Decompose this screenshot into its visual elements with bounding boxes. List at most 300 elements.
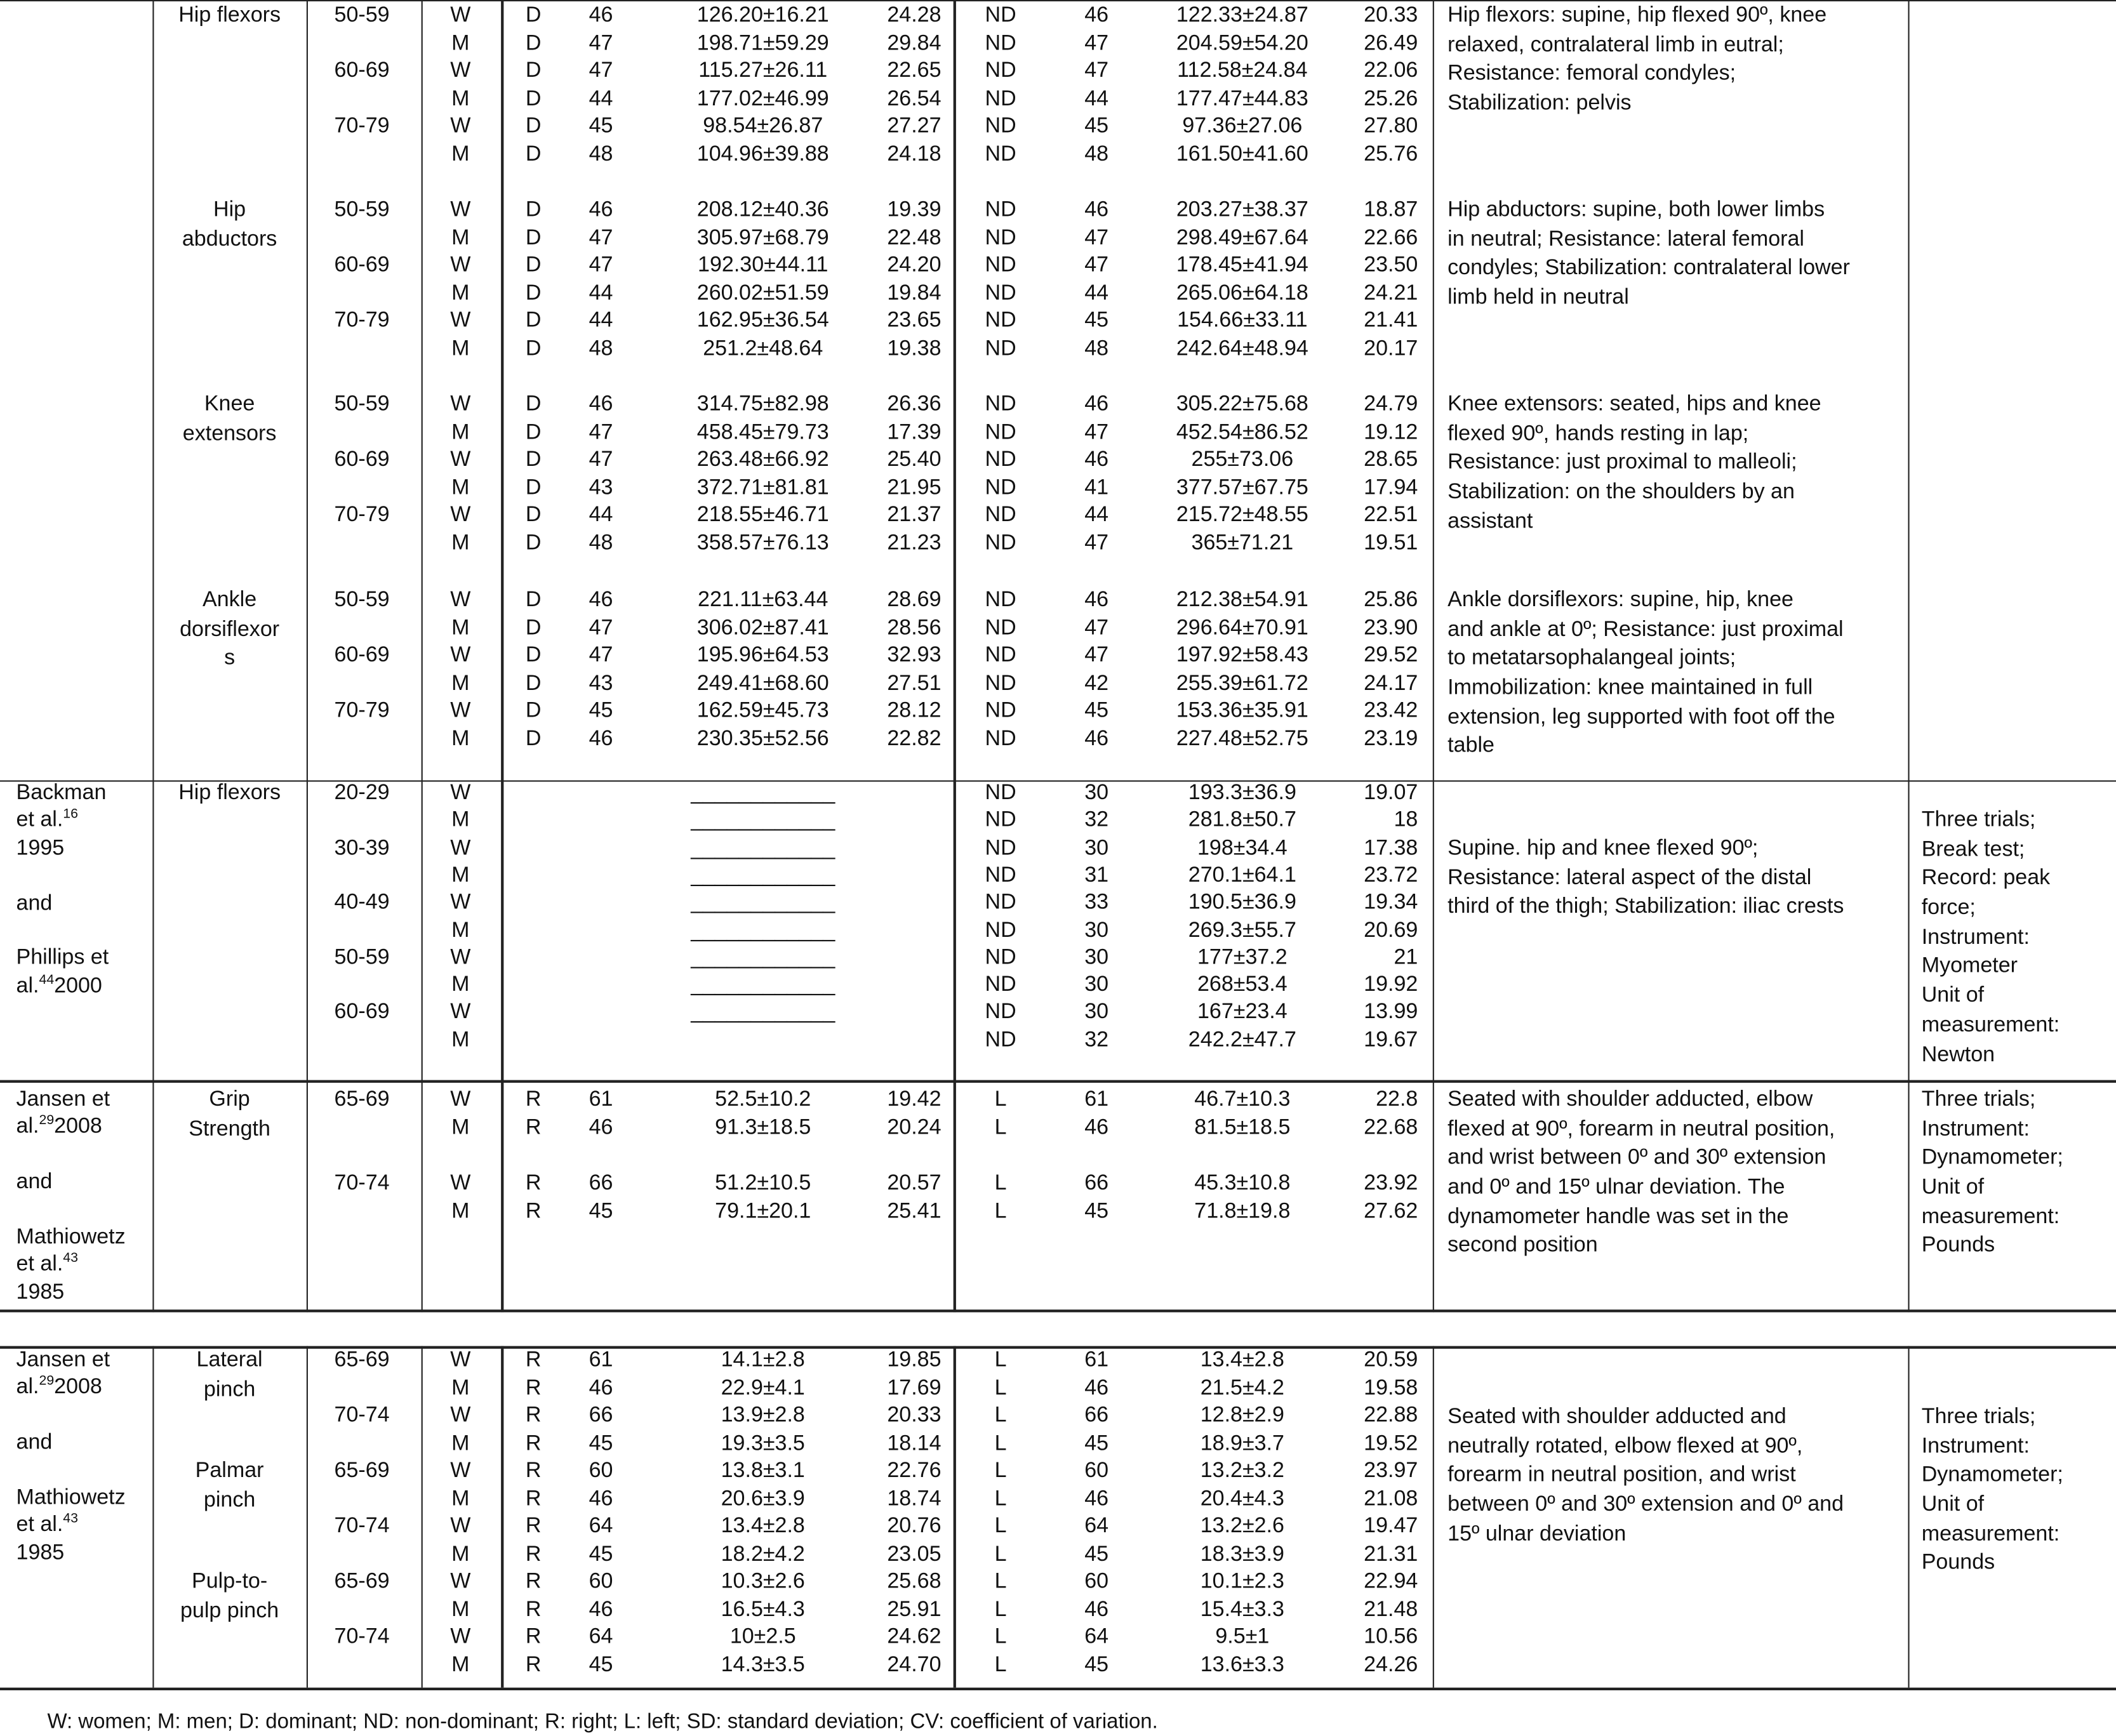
- nondominant-n: 44: [1084, 87, 1109, 110]
- sex: W: [450, 1348, 471, 1372]
- nondominant-n: 30: [1084, 946, 1109, 969]
- nondominant-n: 47: [1084, 226, 1109, 249]
- dominant-cv: 28.56: [887, 616, 942, 640]
- nondominant-mean-sd: 46.7±10.3: [1194, 1088, 1291, 1111]
- protocol-line: Pounds: [1921, 1235, 1995, 1258]
- age-group: 70-74: [334, 1404, 390, 1428]
- nondominant-side: ND: [985, 87, 1016, 110]
- position-line: Seated with shoulder adducted and: [1447, 1405, 1787, 1429]
- protocol-line: measurement:: [1921, 1013, 2060, 1037]
- sex: M: [451, 727, 470, 751]
- nondominant-cv: 19.67: [1364, 1028, 1418, 1052]
- position-line: third of the thigh; Stabilization: iliac crests: [1447, 895, 1844, 919]
- author-year: 2008: [54, 1115, 102, 1139]
- dominant-n: 44: [589, 504, 613, 527]
- protocol-line: Dynamometer;: [1921, 1464, 2063, 1487]
- dominant-mean-sd: 314.75±82.98: [696, 392, 829, 416]
- author-text: Phillips et: [16, 946, 109, 971]
- nondominant-side: ND: [985, 4, 1016, 27]
- nondominant-side: ND: [985, 973, 1016, 997]
- dominant-side: D: [525, 59, 542, 83]
- dominant-cv: 20.57: [887, 1172, 942, 1195]
- sex: W: [450, 1088, 471, 1111]
- sex: W: [450, 699, 471, 723]
- dominant-cv: 20.24: [887, 1116, 942, 1140]
- protocol-line: measurement:: [1921, 1205, 2060, 1229]
- dominant-mean-sd: 358.57±76.13: [696, 532, 829, 555]
- test-position-text: [1447, 195, 1850, 313]
- nondominant-cv: 23.72: [1364, 864, 1418, 887]
- sex: M: [451, 918, 470, 942]
- dominant-cv: 19.38: [887, 337, 942, 361]
- dominant-cv: 28.69: [887, 588, 942, 612]
- nondominant-cv: 23.97: [1364, 1459, 1418, 1483]
- dominant-side: R: [525, 1598, 542, 1621]
- protocol-line: Unit of: [1921, 1176, 1985, 1199]
- author-text: et al.: [16, 1514, 63, 1537]
- sex: M: [451, 337, 470, 361]
- dominant-side: R: [525, 1172, 542, 1195]
- sex: M: [451, 973, 470, 997]
- sex: W: [450, 1626, 471, 1649]
- column-divider: [422, 1346, 423, 1688]
- sex: W: [450, 1000, 471, 1024]
- sex: W: [450, 588, 471, 612]
- dominant-n: 46: [589, 198, 613, 222]
- reference-number: 29: [39, 1374, 55, 1389]
- dominant-n: 47: [589, 226, 613, 249]
- nondominant-side: ND: [985, 644, 1016, 668]
- test-position-text: [1447, 1085, 1835, 1261]
- sex: W: [450, 644, 471, 668]
- dominant-mean-sd: ____________: [691, 891, 835, 915]
- dominant-side: R: [525, 1570, 542, 1593]
- position-line: to metatarsophalangeal joints;: [1447, 647, 1736, 670]
- author-text: 1995: [16, 837, 65, 860]
- age-group: 60-69: [334, 254, 390, 277]
- sex: W: [450, 115, 471, 138]
- nondominant-cv: 23.19: [1364, 727, 1418, 751]
- nondominant-mean-sd: 178.45±41.94: [1176, 254, 1308, 277]
- dominant-mean-sd: 13.4±2.8: [721, 1514, 805, 1539]
- nondominant-n: 30: [1084, 781, 1109, 805]
- author-line: [17, 1115, 102, 1142]
- nondominant-side: ND: [985, 32, 1016, 55]
- muscle-group-name: abductors: [182, 227, 277, 251]
- dominant-mean-sd: ____________: [691, 836, 835, 860]
- nondominant-n: 61: [1084, 1088, 1109, 1111]
- nondominant-n: 42: [1084, 672, 1109, 695]
- nondominant-side: L: [994, 1542, 1007, 1566]
- nondominant-mean-sd: 255±73.06: [1191, 448, 1294, 472]
- sex: W: [450, 198, 471, 222]
- dominant-side: R: [525, 1116, 542, 1140]
- nondominant-n: 33: [1084, 891, 1109, 915]
- nondominant-mean-sd: 198±34.4: [1197, 836, 1288, 860]
- dominant-n: 61: [589, 1348, 613, 1372]
- nondominant-cv: 13.99: [1364, 1000, 1418, 1024]
- nondominant-cv: 17.38: [1364, 836, 1418, 860]
- nondominant-side: ND: [985, 337, 1016, 361]
- sex: M: [451, 143, 470, 166]
- nondominant-cv: 23.92: [1364, 1172, 1418, 1195]
- nondominant-cv: 22.06: [1364, 59, 1418, 83]
- author-line: [17, 1169, 53, 1196]
- column-divider: [1908, 0, 1909, 1312]
- nondominant-cv: 22.68: [1364, 1116, 1418, 1140]
- protocol-text: [1922, 1085, 2063, 1261]
- nondominant-mean-sd: 265.06±64.18: [1176, 282, 1308, 305]
- nondominant-side: L: [994, 1376, 1007, 1400]
- nondominant-side: ND: [985, 392, 1016, 416]
- muscle-group-name: dorsiflexor: [180, 618, 280, 641]
- nondominant-cv: 23.90: [1364, 616, 1418, 640]
- dominant-cv: 19.84: [887, 282, 942, 305]
- author-text: and: [16, 1431, 53, 1455]
- nondominant-n: 45: [1084, 309, 1109, 333]
- dominant-side: D: [525, 337, 542, 361]
- dominant-side: D: [525, 420, 542, 444]
- author-line: [17, 1224, 126, 1252]
- dominant-mean-sd: 126.20±16.21: [696, 4, 829, 27]
- nondominant-mean-sd: 268±53.4: [1197, 973, 1288, 997]
- dominant-cv: 26.36: [887, 392, 942, 416]
- nondominant-mean-sd: 45.3±10.8: [1194, 1172, 1291, 1195]
- dominant-mean-sd: 249.41±68.60: [696, 672, 829, 695]
- sex: W: [450, 1172, 471, 1195]
- nondominant-cv: 24.79: [1364, 392, 1418, 416]
- position-line: Ankle dorsiflexors: supine, hip, knee: [1447, 588, 1793, 612]
- protocol-line: force;: [1921, 896, 1976, 920]
- nondominant-cv: 10.56: [1364, 1626, 1418, 1649]
- nondominant-side: ND: [985, 588, 1016, 612]
- position-line: and 0º and 15º ulnar deviation. The: [1447, 1176, 1785, 1199]
- nondominant-n: 47: [1084, 32, 1109, 55]
- dominant-mean-sd: ____________: [691, 781, 835, 805]
- nondominant-side: ND: [985, 672, 1016, 695]
- author-line: [17, 1087, 110, 1114]
- dominant-cv: 23.65: [887, 309, 942, 333]
- dominant-n: 46: [589, 1116, 613, 1140]
- nondominant-n: 32: [1084, 809, 1109, 832]
- nondominant-cv: 29.52: [1364, 644, 1418, 668]
- dominant-cv: 17.69: [887, 1376, 942, 1400]
- dominant-n: 64: [589, 1626, 613, 1649]
- dominant-side: D: [525, 115, 542, 138]
- dominant-side: D: [525, 588, 542, 612]
- dominant-side: R: [525, 1653, 542, 1677]
- dominant-mean-sd: 251.2±48.64: [703, 337, 823, 361]
- position-line: relaxed, contralateral limb in eutral;: [1447, 33, 1784, 56]
- author-text: al.: [16, 1376, 39, 1400]
- nondominant-cv: 25.76: [1364, 143, 1418, 166]
- muscle-group-name: Ankle: [203, 588, 257, 612]
- nondominant-side: ND: [985, 420, 1016, 444]
- protocol-line: Unit of: [1921, 984, 1985, 1008]
- nondominant-n: 44: [1084, 504, 1109, 527]
- muscle-group-name: Grip: [209, 1088, 250, 1111]
- dominant-side: R: [525, 1404, 542, 1428]
- muscle-group-name: Lateral: [196, 1348, 263, 1372]
- dominant-n: 47: [589, 420, 613, 444]
- age-group: 40-49: [334, 891, 390, 915]
- dominant-mean-sd: 10.3±2.6: [721, 1570, 805, 1593]
- position-line: Supine. hip and knee flexed 90º;: [1447, 837, 1759, 860]
- nondominant-cv: 26.49: [1364, 32, 1418, 55]
- nondominant-mean-sd: 365±71.21: [1191, 532, 1294, 555]
- dominant-side: R: [525, 1348, 542, 1372]
- age-group: 70-74: [334, 1172, 390, 1195]
- nondominant-cv: 22.66: [1364, 226, 1418, 249]
- nondominant-mean-sd: 154.66±33.11: [1177, 309, 1308, 333]
- dominant-n: 46: [589, 1376, 613, 1400]
- nondominant-cv: 23.42: [1364, 699, 1418, 723]
- dominant-cv: 24.28: [887, 4, 942, 27]
- nondominant-cv: 18.87: [1364, 198, 1418, 222]
- nondominant-mean-sd: 13.2±3.2: [1200, 1459, 1284, 1483]
- dominant-side: D: [525, 226, 542, 249]
- nondominant-n: 66: [1084, 1172, 1109, 1195]
- dominant-mean-sd: 51.2±10.5: [715, 1172, 811, 1195]
- dominant-side: R: [525, 1459, 542, 1483]
- dominant-cv: 19.39: [887, 198, 942, 222]
- dominant-cv: 21.95: [887, 476, 942, 500]
- nondominant-cv: 28.65: [1364, 448, 1418, 472]
- dominant-cv: 25.68: [887, 1570, 942, 1593]
- nondominant-cv: 22.94: [1364, 1570, 1418, 1593]
- position-line: Knee extensors: seated, hips and knee: [1447, 392, 1821, 416]
- nondominant-side: L: [994, 1116, 1007, 1140]
- muscle-group-name: extensors: [182, 422, 277, 446]
- nondominant-side: L: [994, 1088, 1007, 1111]
- protocol-line: Newton: [1921, 1043, 1995, 1066]
- nondominant-side: L: [994, 1404, 1007, 1428]
- dominant-n: 46: [589, 588, 613, 612]
- nondominant-mean-sd: 270.1±64.1: [1188, 864, 1296, 887]
- dominant-cv: 27.27: [887, 115, 942, 138]
- position-line: 15º ulnar deviation: [1447, 1522, 1627, 1546]
- nondominant-mean-sd: 122.33±24.87: [1176, 4, 1308, 27]
- dominant-cv: 22.76: [887, 1459, 942, 1483]
- position-line: Stabilization: pelvis: [1447, 91, 1632, 115]
- nondominant-n: 46: [1084, 1598, 1109, 1621]
- muscle-group-name: s: [224, 647, 236, 670]
- age-group: 70-79: [334, 699, 390, 723]
- nondominant-side: ND: [985, 918, 1016, 942]
- dominant-side: D: [525, 476, 542, 500]
- dominant-side: D: [525, 198, 542, 222]
- dominant-mean-sd: 18.2±4.2: [721, 1542, 805, 1566]
- protocol-line: Instrument:: [1921, 925, 2030, 949]
- muscle-group-name: Knee: [204, 392, 255, 416]
- nondominant-cv: 19.47: [1364, 1514, 1418, 1539]
- dominant-mean-sd: 104.96±39.88: [696, 143, 829, 166]
- nondominant-mean-sd: 21.5±4.2: [1200, 1376, 1284, 1400]
- nondominant-side: ND: [985, 448, 1016, 472]
- position-line: in neutral; Resistance: lateral femoral: [1447, 227, 1804, 251]
- age-group: 65-69: [334, 1088, 390, 1111]
- nondominant-cv: 25.26: [1364, 87, 1418, 110]
- dominant-cv: 23.05: [887, 1542, 942, 1566]
- nondominant-n: 47: [1084, 420, 1109, 444]
- dominant-side: D: [525, 616, 542, 640]
- position-line: Resistance: just proximal to malleoli;: [1447, 451, 1797, 475]
- protocol-line: Instrument:: [1921, 1117, 2030, 1141]
- sex: M: [451, 532, 470, 555]
- dominant-n: 44: [589, 309, 613, 333]
- nondominant-n: 45: [1084, 1542, 1109, 1566]
- author-text: Jansen et: [16, 1348, 110, 1372]
- nondominant-n: 32: [1084, 1028, 1109, 1052]
- nondominant-side: ND: [985, 59, 1016, 83]
- sex: W: [450, 946, 471, 969]
- protocol-text: [1922, 806, 2060, 1070]
- dominant-mean-sd: ____________: [691, 864, 835, 887]
- nondominant-mean-sd: 269.3±55.7: [1188, 918, 1296, 942]
- author-line: [17, 1348, 110, 1375]
- nondominant-n: 45: [1084, 1432, 1109, 1455]
- row-divider: [0, 1309, 2116, 1312]
- nondominant-mean-sd: 296.64±70.91: [1176, 616, 1308, 640]
- sex: M: [451, 672, 470, 695]
- nondominant-mean-sd: 81.5±18.5: [1194, 1116, 1291, 1140]
- dominant-cv: 24.70: [887, 1653, 942, 1677]
- nondominant-n: 46: [1084, 727, 1109, 751]
- reference-number: 43: [63, 1251, 78, 1267]
- author-text: Mathiowetz: [16, 1226, 126, 1249]
- dominant-mean-sd: 218.55±46.71: [696, 504, 829, 527]
- nondominant-side: ND: [985, 198, 1016, 222]
- age-group: 60-69: [334, 59, 390, 83]
- protocol-line: Instrument:: [1921, 1435, 2030, 1458]
- author-line: [17, 1430, 53, 1457]
- nondominant-cv: 20.17: [1364, 337, 1418, 361]
- nondominant-cv: 19.58: [1364, 1376, 1418, 1400]
- sex: W: [450, 836, 471, 860]
- reference-number: 43: [63, 1512, 78, 1527]
- sex: M: [451, 282, 470, 305]
- nondominant-n: 48: [1084, 337, 1109, 361]
- dominant-side: D: [525, 504, 542, 527]
- nondominant-mean-sd: 20.4±4.3: [1200, 1487, 1284, 1511]
- age-group: 50-59: [334, 4, 390, 27]
- sex: M: [451, 1432, 470, 1455]
- nondominant-mean-sd: 13.2±2.6: [1200, 1514, 1284, 1539]
- position-line: condyles; Stabilization: contralateral lower: [1447, 256, 1850, 281]
- dominant-n: 44: [589, 87, 613, 110]
- test-position-text: [1447, 1403, 1844, 1549]
- muscle-group-name: Hip: [213, 198, 246, 222]
- dominant-cv: 22.48: [887, 226, 942, 249]
- dominant-side: D: [525, 699, 542, 723]
- sex: M: [451, 1376, 470, 1400]
- dominant-n: 48: [589, 532, 613, 555]
- dominant-side: R: [525, 1542, 542, 1566]
- position-line: Resistance: lateral aspect of the distal: [1447, 866, 1812, 890]
- dominant-cv: 24.18: [887, 143, 942, 166]
- column-divider: [307, 1346, 308, 1688]
- dominant-side: D: [525, 309, 542, 333]
- sex: W: [450, 1570, 471, 1593]
- dominant-n: 46: [589, 1487, 613, 1511]
- sex: W: [450, 254, 471, 277]
- nondominant-mean-sd: 305.22±75.68: [1176, 392, 1308, 416]
- protocol-line: Record: peak: [1921, 867, 2051, 891]
- muscle-group-name: Pulp-to-: [192, 1570, 268, 1593]
- dominant-n: 47: [589, 59, 613, 83]
- nondominant-mean-sd: 242.64±48.94: [1176, 337, 1308, 361]
- nondominant-side: ND: [985, 836, 1016, 860]
- nondominant-n: 46: [1084, 1487, 1109, 1511]
- dominant-n: 47: [589, 448, 613, 472]
- sex: W: [450, 392, 471, 416]
- nondominant-mean-sd: 204.59±54.20: [1176, 32, 1308, 55]
- nondominant-cv: 21.08: [1364, 1487, 1418, 1511]
- dominant-mean-sd: ____________: [691, 946, 835, 969]
- protocol-line: Pounds: [1921, 1551, 1995, 1575]
- nondominant-mean-sd: 153.36±35.91: [1176, 699, 1308, 723]
- dominant-side: D: [525, 32, 542, 55]
- nondominant-side: L: [994, 1570, 1007, 1593]
- nondominant-mean-sd: 161.50±41.60: [1176, 143, 1308, 166]
- nondominant-mean-sd: 255.39±61.72: [1176, 672, 1308, 695]
- nondominant-cv: 21.48: [1364, 1598, 1418, 1621]
- position-line: Resistance: femoral condyles;: [1447, 62, 1736, 86]
- author-text: al.: [16, 974, 39, 998]
- sex: M: [451, 1542, 470, 1566]
- nondominant-side: L: [994, 1626, 1007, 1649]
- column-divider: [501, 1346, 503, 1688]
- dominant-n: 45: [589, 699, 613, 723]
- dominant-cv: 17.39: [887, 420, 942, 444]
- dominant-n: 47: [589, 616, 613, 640]
- nondominant-cv: 23.50: [1364, 254, 1418, 277]
- protocol-line: Unit of: [1921, 1493, 1985, 1516]
- position-line: assistant: [1447, 510, 1533, 533]
- test-position-text: [1447, 834, 1844, 922]
- nondominant-cv: 24.21: [1364, 282, 1418, 305]
- dominant-side: D: [525, 282, 542, 305]
- dominant-mean-sd: 22.9±4.1: [721, 1376, 805, 1400]
- nondominant-mean-sd: 193.3±36.9: [1188, 781, 1296, 805]
- nondominant-n: 45: [1084, 699, 1109, 723]
- author-text: et al.: [16, 809, 63, 833]
- dominant-n: 43: [589, 672, 613, 695]
- dominant-mean-sd: 306.02±87.41: [696, 616, 829, 640]
- muscle-group-name: pinch: [203, 1488, 256, 1512]
- nondominant-mean-sd: 197.92±58.43: [1176, 644, 1308, 668]
- dominant-mean-sd: 91.3±18.5: [715, 1116, 811, 1140]
- nondominant-side: ND: [985, 476, 1016, 500]
- nondominant-cv: 20.69: [1364, 918, 1418, 942]
- age-group: 65-69: [334, 1348, 390, 1372]
- nondominant-side: L: [994, 1200, 1007, 1224]
- dominant-side: R: [525, 1432, 542, 1455]
- dominant-cv: 18.14: [887, 1432, 942, 1455]
- nondominant-n: 46: [1084, 392, 1109, 416]
- protocol-line: Myometer: [1921, 955, 2018, 978]
- dominant-n: 47: [589, 644, 613, 668]
- sex: M: [451, 1653, 470, 1677]
- nondominant-cv: 17.94: [1364, 476, 1418, 500]
- muscle-group-name: Hip flexors: [178, 781, 281, 805]
- nondominant-cv: 20.33: [1364, 4, 1418, 27]
- sex: M: [451, 476, 470, 500]
- nondominant-cv: 21: [1394, 946, 1418, 969]
- sex: M: [451, 420, 470, 444]
- dominant-mean-sd: 162.95±36.54: [696, 309, 829, 333]
- age-group: 60-69: [334, 448, 390, 472]
